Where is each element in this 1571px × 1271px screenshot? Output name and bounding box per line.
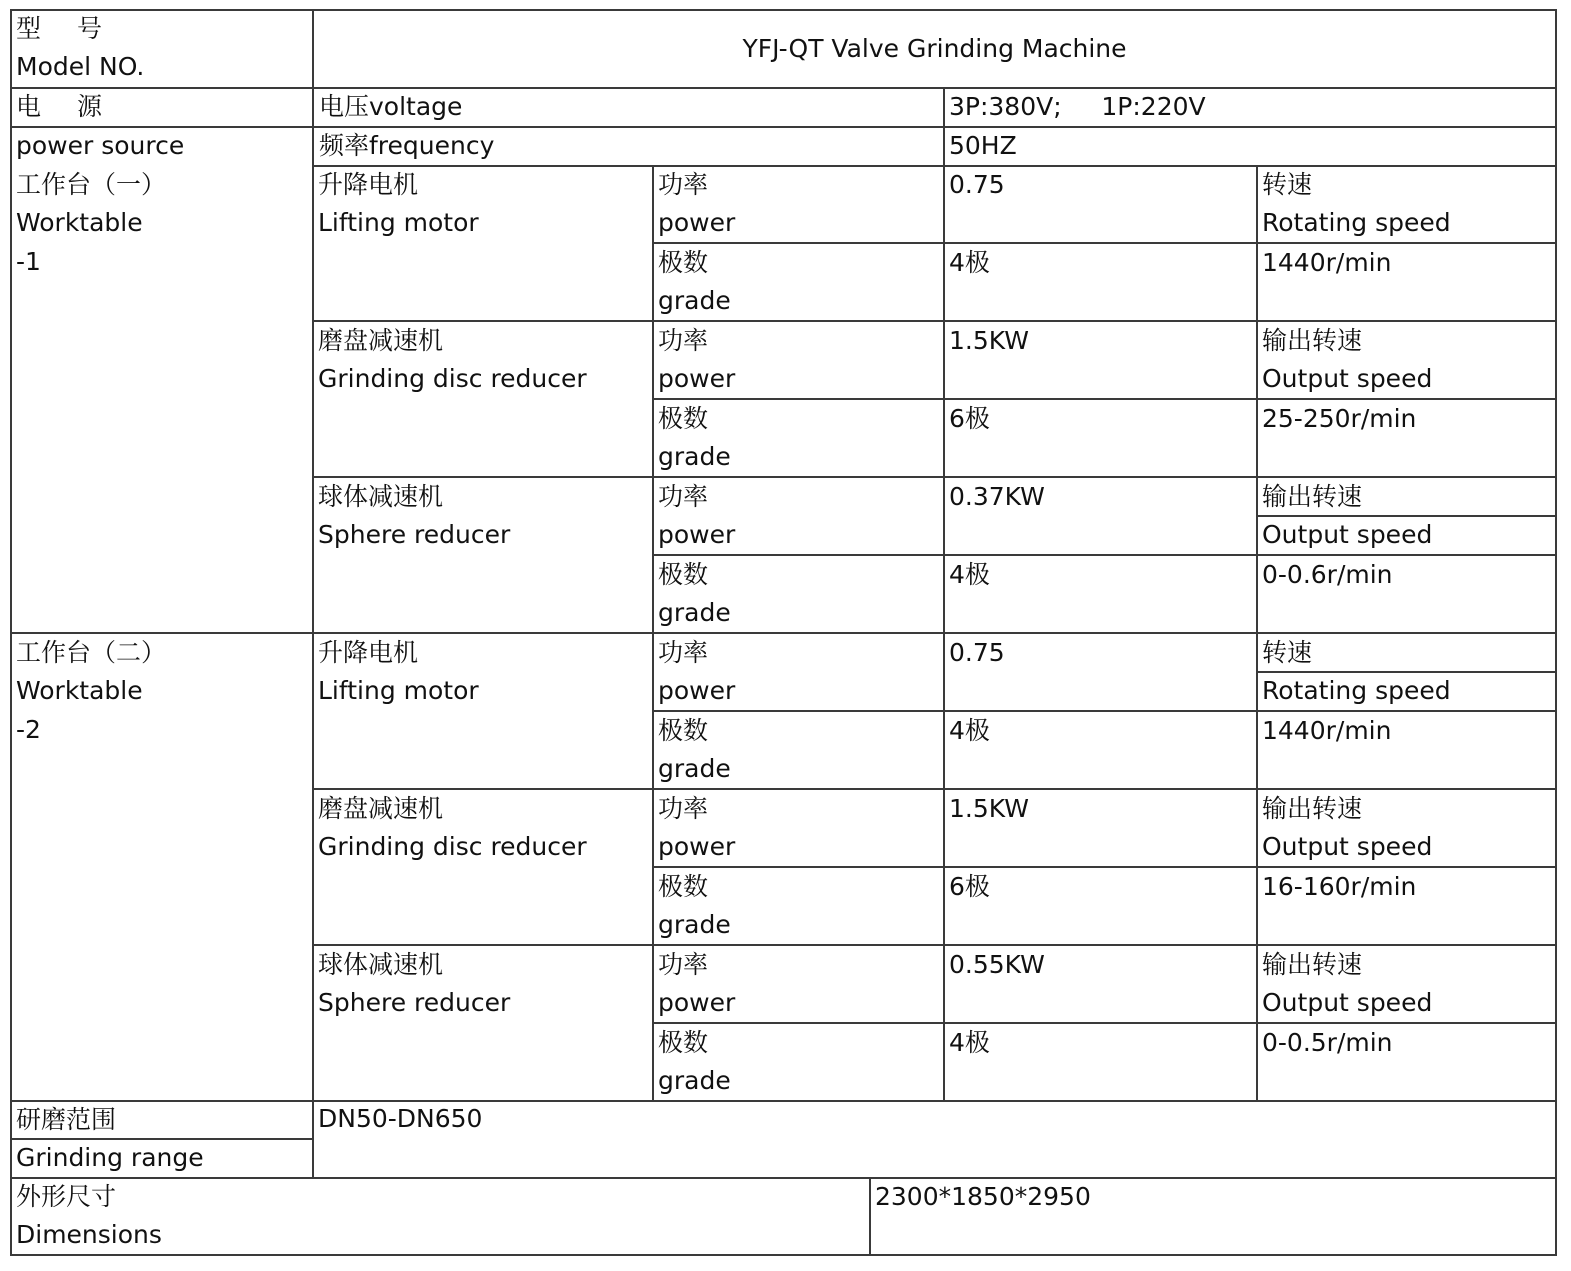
power-label-en: power source [16, 131, 185, 160]
component-name-cn: 升降电机 [318, 170, 419, 199]
power-value: 1.5KW [949, 794, 1029, 823]
speed-label-en: Output speed [1262, 832, 1433, 861]
grade-label-en: grade [658, 910, 731, 939]
table-line [313, 788, 1557, 790]
power-label-cn: 功率 [658, 482, 709, 511]
worktable-2-label-cn: 工作台（二） [16, 638, 167, 667]
table-line [653, 1022, 1557, 1024]
worktable-2-label-num: -2 [16, 715, 41, 744]
table-line [653, 866, 1557, 868]
speed-value: 1440r/min [1262, 716, 1392, 745]
worktable-2-label-en: Worktable [16, 676, 143, 705]
power-label-en: power [658, 208, 736, 237]
power-frequency-label: 频率frequency [319, 131, 495, 160]
grade-label-en: grade [658, 1066, 731, 1095]
grade-value: 6极 [949, 872, 990, 901]
component-name-cn: 磨盘减速机 [318, 794, 444, 823]
power-label-cn: 功率 [658, 638, 709, 667]
table-line [10, 126, 1557, 128]
power-value: 0.37KW [949, 482, 1045, 511]
power-value: 0.75 [949, 638, 1005, 667]
grade-label-en: grade [658, 442, 731, 471]
worktable-1-label-cn: 工作台（一） [16, 170, 167, 199]
grade-value: 4极 [949, 716, 990, 745]
component-name-en: Sphere reducer [318, 988, 511, 1017]
component-name-en: Grinding disc reducer [318, 832, 587, 861]
grade-label-en: grade [658, 754, 731, 783]
grade-value: 6极 [949, 404, 990, 433]
table-line [653, 242, 1557, 244]
grade-label-cn: 极数 [658, 248, 709, 277]
power-label-cn: 电 源 [16, 92, 102, 121]
grade-label-cn: 极数 [658, 404, 709, 433]
grade-label-cn: 极数 [658, 716, 709, 745]
speed-label-cn: 输出转速 [1262, 326, 1363, 355]
component-name-en: Lifting motor [318, 208, 479, 237]
power-value: 1.5KW [949, 326, 1029, 355]
speed-value: 0-0.6r/min [1262, 560, 1393, 589]
power-label-en: power [658, 676, 736, 705]
table-line [653, 398, 1557, 400]
speed-label-cn: 输出转速 [1262, 794, 1363, 823]
grinding-range-label-en: Grinding range [16, 1143, 204, 1172]
component-name-cn: 升降电机 [318, 638, 419, 667]
speed-value: 0-0.5r/min [1262, 1028, 1393, 1057]
power-label-en: power [658, 520, 736, 549]
dimensions-label-en: Dimensions [16, 1220, 162, 1249]
grade-value: 4极 [949, 560, 990, 589]
power-value: 0.55KW [949, 950, 1045, 979]
speed-label-en: Rotating speed [1262, 208, 1451, 237]
power-label-cn: 功率 [658, 794, 709, 823]
speed-value: 1440r/min [1262, 248, 1392, 277]
table-line [653, 554, 1557, 556]
speed-label-en: Output speed [1262, 988, 1433, 1017]
dimensions-label-cn: 外形尺寸 [16, 1182, 117, 1211]
table-line [313, 944, 1557, 946]
table-line [653, 710, 1557, 712]
speed-label-cn: 转速 [1262, 170, 1313, 199]
table-line [313, 320, 1557, 322]
table-line [313, 165, 1557, 167]
table-border-right [1555, 9, 1557, 1256]
table-line [10, 632, 1557, 634]
power-label-cn: 功率 [658, 326, 709, 355]
component-name-cn: 球体减速机 [318, 950, 444, 979]
component-name-cn: 球体减速机 [318, 482, 444, 511]
grinding-range-label-cn: 研磨范围 [16, 1105, 117, 1134]
model-value: YFJ-QT Valve Grinding Machine [742, 34, 1127, 63]
speed-label-en: Rotating speed [1262, 676, 1451, 705]
grade-value: 4极 [949, 1028, 990, 1057]
power-frequency-value: 50HZ [949, 131, 1017, 160]
component-name-cn: 磨盘减速机 [318, 326, 444, 355]
speed-label-en: Output speed [1262, 364, 1433, 393]
table-border-bottom [10, 1254, 1557, 1256]
grinding-range-value: DN50-DN650 [318, 1104, 483, 1133]
table-border-top [10, 9, 1557, 11]
grade-label-en: grade [658, 286, 731, 315]
model-label-cn: 型 号 [16, 14, 102, 43]
power-label-cn: 功率 [658, 170, 709, 199]
power-label-cn: 功率 [658, 950, 709, 979]
worktable-1-label-num: -1 [16, 247, 41, 276]
power-voltage-value: 3P:380V; 1P:220V [949, 92, 1206, 121]
table-line [10, 87, 1557, 89]
power-value: 0.75 [949, 170, 1005, 199]
dimensions-value: 2300*1850*2950 [875, 1182, 1091, 1211]
component-name-en: Sphere reducer [318, 520, 511, 549]
grade-label-cn: 极数 [658, 872, 709, 901]
worktable-1-label-en: Worktable [16, 208, 143, 237]
grade-value: 4极 [949, 248, 990, 277]
power-label-en: power [658, 832, 736, 861]
table-line [10, 1100, 1557, 1102]
speed-label-en: Output speed [1262, 520, 1433, 549]
component-name-en: Grinding disc reducer [318, 364, 587, 393]
speed-label-cn: 输出转速 [1262, 482, 1363, 511]
power-label-en: power [658, 364, 736, 393]
power-label-en: power [658, 988, 736, 1017]
grade-label-cn: 极数 [658, 1028, 709, 1057]
model-label-en: Model NO. [16, 52, 145, 81]
grade-label-en: grade [658, 598, 731, 627]
component-name-en: Lifting motor [318, 676, 479, 705]
speed-value: 25-250r/min [1262, 404, 1417, 433]
table-line [10, 1177, 1557, 1179]
power-voltage-label: 电压voltage [319, 92, 463, 121]
speed-label-cn: 输出转速 [1262, 950, 1363, 979]
speed-value: 16-160r/min [1262, 872, 1417, 901]
table-line [313, 476, 1557, 478]
grade-label-cn: 极数 [658, 560, 709, 589]
speed-label-cn: 转速 [1262, 638, 1313, 667]
